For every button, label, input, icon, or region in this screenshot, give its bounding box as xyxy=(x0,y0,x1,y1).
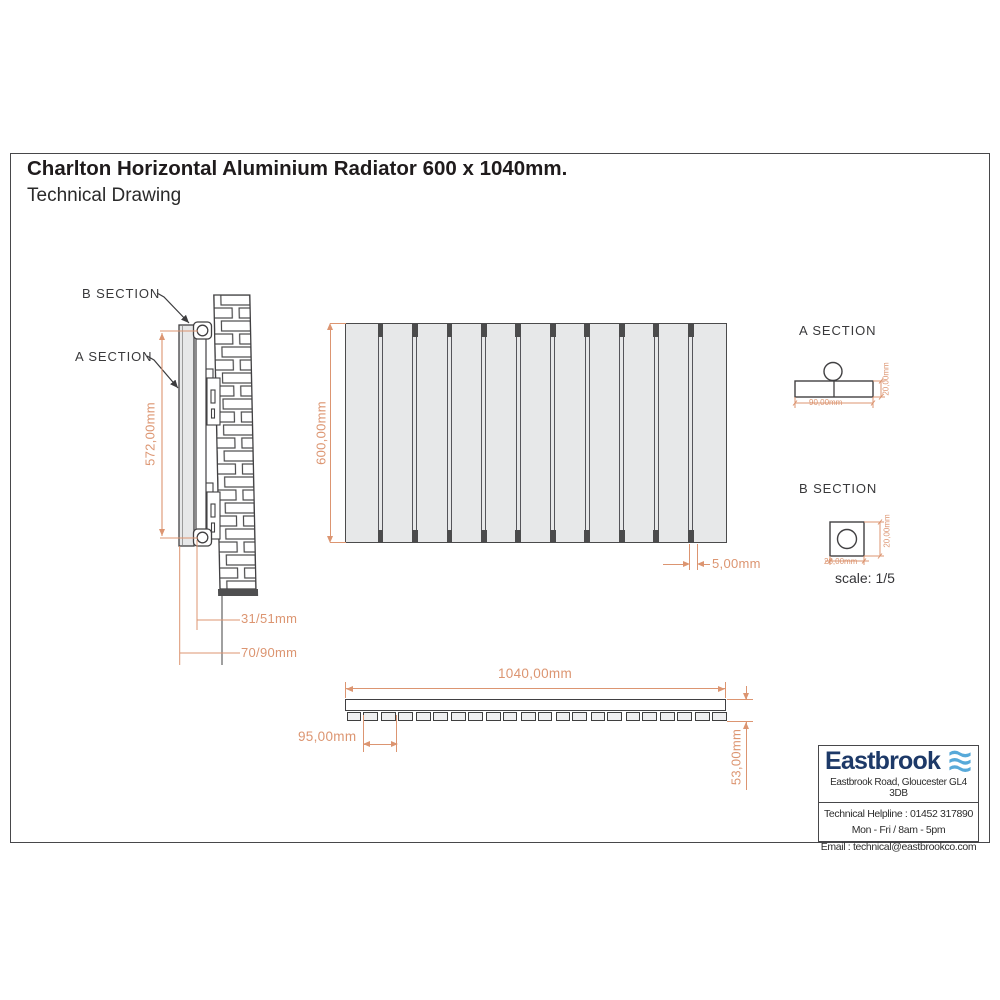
company-logo-text: Eastbrook xyxy=(825,747,941,775)
dim-53-line-bottom xyxy=(746,722,747,790)
dim-600-arrow-up xyxy=(327,323,333,330)
fin xyxy=(660,712,675,721)
dim-53-ext-top xyxy=(727,699,753,700)
company-helpline: Technical Helpline : 01452 317890 xyxy=(824,807,973,820)
top-view-fins xyxy=(347,712,728,721)
mounting-rail xyxy=(196,331,206,540)
dim-5-line-left xyxy=(663,564,684,565)
fin xyxy=(695,712,710,721)
fin xyxy=(468,712,483,721)
dim-31-51-label: 31/51mm xyxy=(241,611,298,626)
brick-wall xyxy=(212,295,258,596)
dim-70-90-label: 70/90mm xyxy=(241,645,298,660)
wall-base-cap xyxy=(218,589,258,596)
panel-divider xyxy=(516,324,521,543)
fin xyxy=(416,712,431,721)
section-a-title: A SECTION xyxy=(799,323,877,338)
dim-53-ext-bottom xyxy=(727,721,753,722)
fin xyxy=(712,712,727,721)
panel-divider xyxy=(654,324,659,543)
fin xyxy=(677,712,692,721)
section-a-pipe-circle xyxy=(824,363,842,381)
fin xyxy=(347,712,362,721)
radiator-front-view xyxy=(345,323,727,543)
section-b-title: B SECTION xyxy=(799,481,878,496)
page-subtitle: Technical Drawing xyxy=(27,185,182,206)
panel-divider xyxy=(412,324,417,543)
dim-1040-line xyxy=(346,688,725,689)
dim-53-arrow-up xyxy=(743,722,749,729)
dim-95-arrow-right xyxy=(391,741,398,747)
fin xyxy=(607,712,622,721)
section-b-width-label: 28,00mm xyxy=(824,557,858,566)
dim-95-label: 95,00mm xyxy=(298,729,357,744)
section-a-width-label: 90,00mm xyxy=(809,398,843,407)
section-a-drawing xyxy=(780,352,910,414)
page-title: Charlton Horizontal Aluminium Radiator 600 x 1040mm. xyxy=(27,157,568,180)
dim-5-arrow-right xyxy=(683,561,690,567)
panel-divider xyxy=(378,324,383,543)
fin xyxy=(433,712,448,721)
fin xyxy=(591,712,606,721)
fin xyxy=(398,712,413,721)
fin xyxy=(503,712,518,721)
a-section-label: A SECTION xyxy=(75,349,153,364)
fin xyxy=(538,712,553,721)
panel-divider xyxy=(447,324,452,543)
eastbrook-waves-icon xyxy=(948,749,972,774)
company-email: Email : technical@eastbrookco.com xyxy=(820,840,977,853)
fin xyxy=(486,712,501,721)
dim-53-arrow-down xyxy=(743,693,749,700)
company-info-box xyxy=(818,745,979,853)
dim-1040-arrow-left xyxy=(346,686,353,692)
panel-divider xyxy=(585,324,590,543)
fin xyxy=(626,712,641,721)
dim-5-arrow-left xyxy=(697,561,704,567)
dim-95-arrow-left xyxy=(363,741,370,747)
front-view-dividers xyxy=(346,324,726,542)
dim-5-label: 5,00mm xyxy=(712,556,761,571)
fin xyxy=(556,712,571,721)
radiator-side-profile xyxy=(179,325,194,546)
panel-divider xyxy=(619,324,624,543)
dim-1040-label: 1040,00mm xyxy=(498,666,572,681)
dim-600-arrow-down xyxy=(327,536,333,543)
fin xyxy=(381,712,396,721)
panel-divider xyxy=(688,324,693,543)
technical-drawing-page: Charlton Horizontal Aluminium Radiator 600 x 1040mm. Technical Drawing B SECTION A SECTION 572,00mm 31/51mm 70/90mm 600,00mm 5,00mm A SECTION 90,00mm 20,00mm B SECTION 28,00mm 20,00mm scale: 1/5 1040,00mm 95,00mm 53,00mm Eastbrook Eastbrook Road, Gloucester GL4 3DB Technical Helpline : 01452 317890 Mon - Fri / 8am - 5pm Email : technical@eastbrookco.com xyxy=(0,0,1000,1000)
b-section-leader-arrow xyxy=(157,293,189,323)
panel-divider xyxy=(481,324,486,543)
panel-divider xyxy=(550,324,555,543)
scale-note: scale: 1/5 xyxy=(835,570,895,586)
b-section-label: B SECTION xyxy=(82,286,161,301)
dim-1040-arrow-right xyxy=(718,686,725,692)
fin xyxy=(572,712,587,721)
fin xyxy=(451,712,466,721)
company-hours: Mon - Fri / 8am - 5pm xyxy=(851,824,946,836)
fin xyxy=(363,712,378,721)
company-logo-section xyxy=(819,746,978,803)
section-b-pipe-circle xyxy=(838,530,857,549)
fin xyxy=(642,712,657,721)
fin xyxy=(521,712,536,721)
company-address: Eastbrook Road, Gloucester GL4 3DB xyxy=(830,777,967,799)
radiator-top-view-bar xyxy=(345,699,726,712)
dim-600-line xyxy=(330,329,331,537)
